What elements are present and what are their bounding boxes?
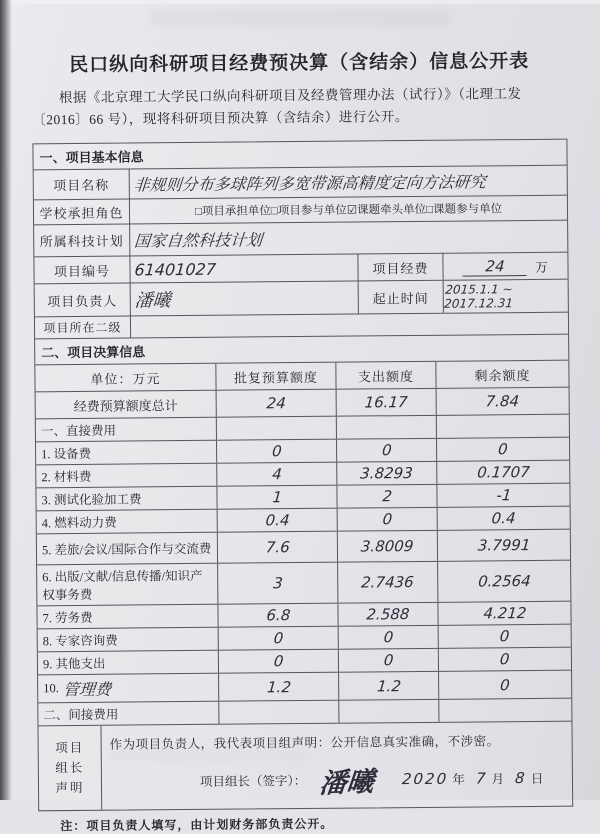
row-remaining: [438, 648, 571, 671]
row-approved: [217, 509, 337, 532]
month-handwriting: 7: [475, 769, 489, 788]
project-name-label: 项目名称: [53, 177, 110, 194]
budget-row: [37, 560, 570, 606]
row-label: 1. 设备费: [41, 446, 92, 462]
direct-cost-header-row: [36, 414, 569, 442]
signature-line: [110, 758, 564, 801]
declaration-body: [100, 722, 572, 810]
declaration-row: [38, 721, 572, 811]
row-approved: [217, 604, 337, 627]
row-secondary-unit: [35, 312, 568, 339]
row-label: [38, 674, 218, 703]
row-spent: [337, 603, 437, 626]
row-approved: [218, 673, 338, 701]
row-spent: [337, 531, 437, 562]
row-approved: [218, 650, 338, 673]
col-remaining: 剩余额度: [435, 361, 568, 388]
budget-row: [36, 483, 569, 511]
budget-row: [38, 624, 571, 652]
row-number-funding: [34, 252, 567, 284]
empty-cell: [218, 701, 338, 724]
row-label: 8. 专家咨询费: [42, 633, 118, 649]
spent-handwriting: 3.8293: [359, 464, 414, 483]
budget-row: [37, 506, 570, 534]
section2-header-row: [35, 334, 568, 365]
role-checkbox-group: □项目承担单位□项目参与单位☑课题牵头单位□课题参与单位: [129, 196, 567, 224]
duration-value: [443, 280, 568, 313]
row-approved: [217, 563, 337, 604]
row-remaining: [437, 602, 570, 625]
row-label-handwriting: 管理费: [61, 679, 112, 700]
month-unit: 月: [491, 772, 507, 787]
row-remaining: [437, 561, 570, 602]
row-remaining: [437, 507, 570, 530]
project-number-label: 项目编号: [53, 263, 111, 279]
direct-cost-title: 一、直接费用: [40, 423, 116, 439]
approved-handwriting: 4: [271, 465, 283, 484]
spent-handwriting: 2: [381, 487, 393, 506]
budget-row: [36, 437, 569, 465]
col-spent: 支出额度: [335, 362, 435, 389]
spent-handwriting: 1.2: [376, 676, 402, 695]
row-remaining: [436, 484, 569, 507]
remaining-handwriting: 0.4: [491, 509, 517, 528]
row-spent: [336, 485, 436, 508]
approved-handwriting: 3: [272, 574, 284, 593]
signature-date: [398, 769, 545, 788]
total-remaining: [436, 388, 569, 415]
role-label: 学校承担角色: [39, 205, 124, 221]
section1-title: 一、项目基本信息: [39, 149, 144, 166]
project-name-value: [129, 166, 567, 199]
section2-title: 二、项目决算信息: [41, 344, 146, 361]
declaration-label-line: 组长: [55, 760, 85, 776]
empty-cell: [336, 416, 436, 439]
remaining-handwriting: 0: [499, 675, 511, 694]
budget-total-row: [36, 387, 569, 419]
declaration-label: [38, 726, 101, 811]
empty-cell: [438, 699, 571, 722]
approved-handwriting: 0: [271, 442, 283, 461]
row-label: 4. 燃料动力费: [41, 515, 117, 531]
approved-handwriting: 1.2: [266, 677, 292, 696]
remaining-handwriting: 0: [497, 440, 509, 459]
program-value: [129, 221, 567, 256]
budget-row: [38, 647, 571, 675]
row-label: 7. 劳务费: [42, 610, 93, 626]
remaining-handwriting: -1: [495, 486, 512, 505]
day-handwriting: 8: [514, 769, 528, 788]
row-label: 5. 差旅/会议/国际合作与交流费: [41, 541, 212, 558]
leader-handwriting: 潘曦: [133, 290, 172, 312]
indirect-cost-header-row: [38, 698, 571, 726]
remaining-handwriting: 4.212: [482, 604, 527, 623]
remaining-handwriting: 0: [499, 650, 511, 669]
row-number-prefix: 10.: [43, 681, 59, 696]
approved-handwriting: 1: [271, 488, 283, 507]
empty-cell: [216, 417, 336, 440]
project-number-value: [129, 255, 357, 283]
total-spent: [336, 389, 436, 416]
section1-header-row: [33, 140, 566, 170]
year-unit: 年: [452, 772, 467, 787]
row-spent: [336, 462, 436, 485]
total-approved: [216, 390, 336, 417]
col-approved: 批复预算额度: [215, 363, 335, 390]
declaration-statement: 作为项目负责人，我代表项目组声明：公开信息真实准确，不涉密。: [109, 733, 500, 752]
approved-handwriting: 7.6: [264, 538, 291, 557]
approved-handwriting: 0: [272, 629, 284, 648]
spent-handwriting: 0: [381, 441, 393, 460]
program-label: 所属科技计划: [39, 233, 124, 250]
page-left-shadow: [0, 0, 12, 800]
row-approved: [216, 463, 336, 486]
budget-row: [37, 601, 570, 629]
indirect-cost-title: 二、间接费用: [43, 707, 119, 723]
day-unit: 日: [530, 771, 546, 787]
budget-row: [37, 529, 570, 565]
ink-bleedthrough-top: [150, 10, 450, 26]
row-program: [34, 220, 567, 257]
duration-label: 起止时间: [358, 281, 443, 314]
row-remaining: [436, 461, 569, 484]
spent-handwriting: 2.7436: [360, 573, 415, 592]
row-spent: [338, 649, 438, 672]
row-spent: [338, 672, 438, 700]
approved-handwriting: 6.8: [265, 606, 291, 625]
form-title: 民口纵向科研项目经费预决算（含结余）信息公开表: [69, 51, 530, 77]
row-project-name: [34, 165, 567, 200]
spent-handwriting: 2.588: [365, 605, 411, 624]
form-intro: 根据《北京理工大学民口纵向科研项目及经费管理办法（试行）》（北理工发〔2016〕66 号），现将科研项目预决算（含结余）进行公开。: [32, 86, 522, 128]
row-remaining: [438, 671, 571, 699]
row-spent: [336, 439, 436, 462]
program-handwriting: 国家自然科技计划: [133, 230, 263, 251]
empty-cell: [338, 700, 438, 723]
funding-handwriting: 24: [484, 256, 506, 275]
disclosure-form: [32, 46, 574, 834]
remaining-handwriting: 0.1707: [476, 463, 531, 482]
total-spent-handwriting: 16.17: [363, 393, 409, 412]
footer-note: 注：项目负责人填写，由计划财务部负责公开。: [60, 816, 334, 834]
budget-row: [38, 670, 571, 703]
spent-handwriting: 0: [381, 510, 393, 529]
row-approved: [217, 532, 337, 563]
funding-label: 项目经费: [357, 254, 442, 281]
signature-handwriting: 潘曦: [318, 765, 376, 800]
project-name-handwriting: 非规则分布多球阵列多宽带源高精度定向方法研究: [132, 172, 487, 195]
duration-handwriting: 2015.1.1 ~ 2017.12.31: [443, 282, 514, 311]
row-approved: [218, 627, 338, 650]
approved-handwriting: 0: [272, 652, 284, 671]
declaration-label-line: 声明: [55, 780, 85, 796]
total-approved-handwriting: 24: [265, 394, 287, 413]
row-role: [34, 195, 567, 225]
total-label: 经费预算额度总计: [73, 397, 178, 414]
year-handwriting: 2020: [401, 769, 450, 789]
row-label: 2. 材料费: [41, 469, 92, 485]
budget-header-row: [35, 360, 568, 392]
declaration-label-line: 项目: [55, 740, 85, 756]
remaining-handwriting: 0: [499, 627, 511, 646]
leader-value: [130, 282, 358, 316]
funding-value: [442, 253, 567, 280]
approved-handwriting: 0.4: [264, 511, 290, 530]
row-label: 9. 其他支出: [42, 656, 106, 672]
total-remaining-handwriting: 7.84: [485, 392, 521, 411]
row-approved: [216, 440, 336, 463]
row-label: 3. 测试化验加工费: [41, 492, 142, 508]
row-spent: [337, 562, 437, 603]
remaining-handwriting: 0.2564: [477, 572, 532, 591]
row-approved: [216, 486, 336, 509]
col-unit: 单位：万元: [90, 370, 161, 387]
sign-label: 项目组长（签字）：: [199, 773, 307, 789]
budget-row: [36, 460, 569, 488]
form-table: [32, 139, 573, 812]
row-leader-duration: [35, 279, 568, 317]
empty-cell: [436, 415, 569, 438]
row-remaining: [438, 625, 571, 648]
spent-handwriting: 3.8009: [360, 537, 415, 556]
secondary-value: [130, 313, 568, 338]
leader-label: 项目负责人: [47, 293, 118, 309]
funding-unit: 万: [534, 259, 549, 275]
row-remaining: [436, 438, 569, 461]
row-spent: [337, 508, 437, 531]
remaining-handwriting: 3.7991: [476, 536, 531, 555]
page-top-edge: [0, 0, 600, 4]
project-number-handwriting: 61401027: [133, 259, 217, 279]
spent-handwriting: 0: [382, 628, 394, 647]
row-label: 6. 出版/文献/信息传播/知识产权事务费: [42, 568, 203, 603]
row-remaining: [437, 530, 570, 561]
spent-handwriting: 0: [382, 651, 394, 670]
secondary-label: 项目所在二级: [43, 320, 122, 336]
row-spent: [338, 626, 438, 649]
